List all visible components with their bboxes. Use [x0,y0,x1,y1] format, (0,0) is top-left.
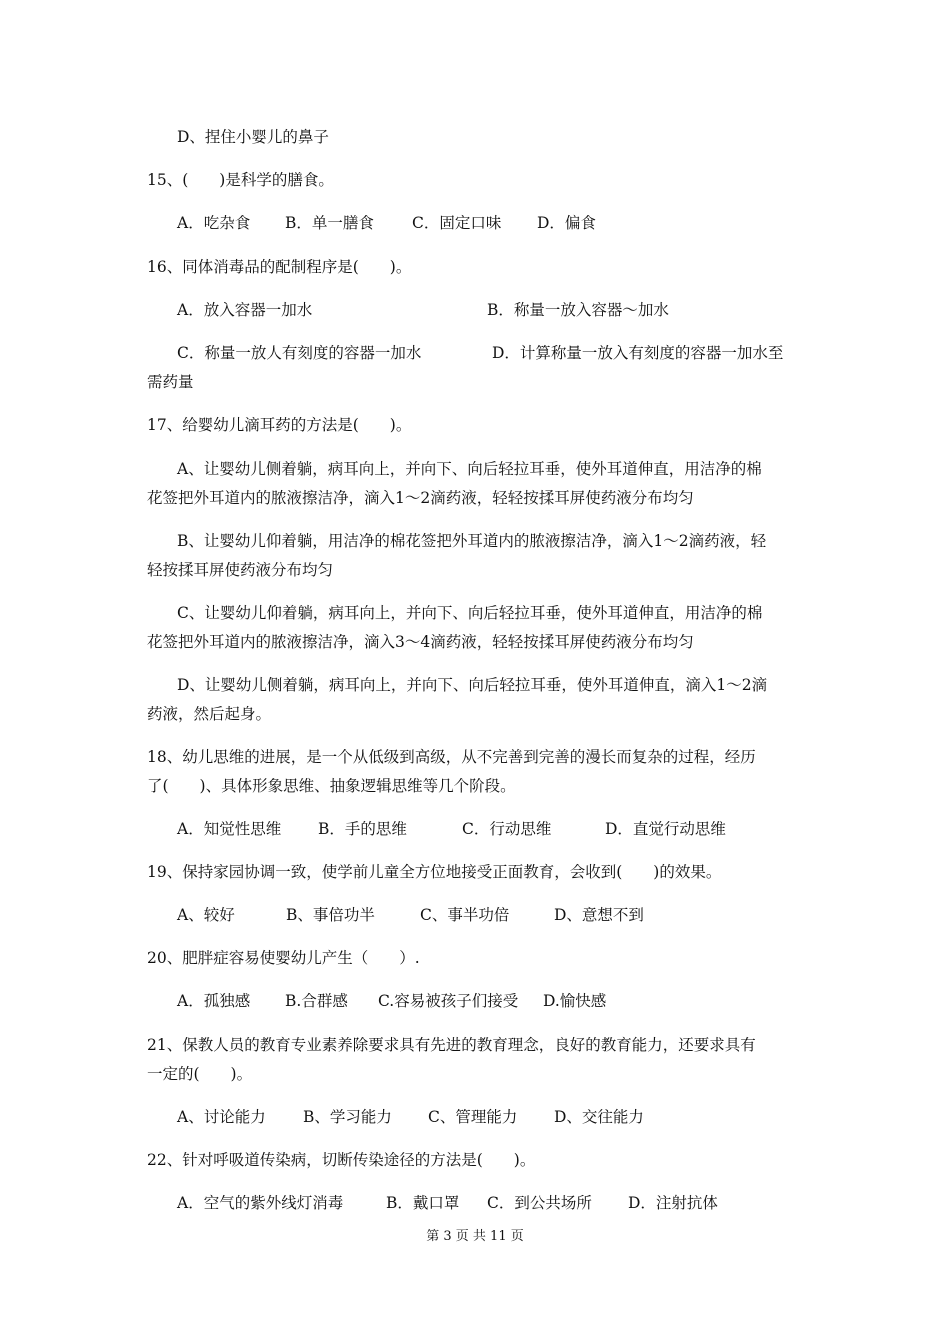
q16-option-b: B．称量一放入容器～加水 [487,301,669,319]
q16-option-c: C．称量一放人有刻度的容器一加水 [177,344,422,362]
q22-option-a: A．空气的紫外线灯消毒 [177,1194,344,1212]
q21-option-d: D、交往能力 [554,1108,644,1126]
q17-option-d: D、让婴幼儿侧着躺，病耳向上，并向下、向后轻拉耳垂，使外耳道伸直，滴入1～2滴 [177,676,768,694]
q18-option-b: B．手的思维 [318,820,407,838]
q15-stem: 15、( )是科学的膳食。 [147,171,334,189]
q16-option-a: A．放入容器一加水 [177,301,313,319]
q17-option-c-cont: 花签把外耳道内的脓液擦洁净，滴入3～4滴药液，轻轻按揉耳屏使药液分布均匀 [147,633,694,651]
q20-option-a: A．孤独感 [177,992,251,1010]
q17-option-b: B、让婴幼儿仰着躺，用洁净的棉花签把外耳道内的脓液擦洁净，滴入1～2滴药液，轻 [177,532,767,550]
q14-option-d: D、捏住小婴儿的鼻子 [177,128,329,146]
q15-option-b: B．单一膳食 [285,214,374,232]
q16-option-d-cont: 需药量 [147,373,194,391]
q17-option-b-cont: 轻按揉耳屏使药液分布均匀 [147,561,334,579]
q18-option-a: A．知觉性思维 [177,820,282,838]
q16-option-d: D．计算称量一放入有刻度的容器一加水至 [492,344,784,362]
q21-option-b: B、学习能力 [303,1108,392,1126]
q17-option-a: A、让婴幼儿侧着躺，病耳向上，并向下、向后轻拉耳垂，使外耳道伸直，用洁净的棉 [177,460,762,478]
q18-stem-cont: 了( )、具体形象思维、抽象逻辑思维等几个阶段。 [147,777,516,795]
q19-stem: 19、保持家园协调一致，使学前儿童全方位地接受正面教育，会收到( )的效果。 [147,863,722,881]
q18-option-d: D．直觉行动思维 [605,820,726,838]
q18-option-c: C．行动思维 [462,820,552,838]
q15-option-d: D．偏食 [537,214,596,232]
q20-option-d: D.愉快感 [543,992,607,1010]
q21-option-a: A、讨论能力 [177,1108,266,1126]
q21-stem: 21、保教人员的教育专业素养除要求具有先进的教育理念，良好的教育能力，还要求具有 [147,1036,756,1054]
q16-stem: 16、同体消毒品的配制程序是( )。 [147,258,412,276]
q15-option-a: A．吃杂食 [177,214,251,232]
q20-option-b: B.合群感 [285,992,348,1010]
q20-stem: 20、肥胖症容易使婴幼儿产生（ ）. [147,949,420,967]
q17-option-c: C、让婴幼儿仰着躺，病耳向上，并向下、向后轻拉耳垂，使外耳道伸直，用洁净的棉 [177,604,763,622]
q21-stem-cont: 一定的( )。 [147,1065,253,1083]
page-number: 第 3 页 共 11 页 [426,1229,524,1244]
q19-option-c: C、事半功倍 [420,906,510,924]
q15-option-c: C．固定口味 [412,214,502,232]
q17-stem: 17、给婴幼儿滴耳药的方法是( )。 [147,416,412,434]
q20-option-c: C.容易被孩子们接受 [378,992,519,1010]
q19-option-a: A、较好 [177,906,235,924]
q22-option-d: D．注射抗体 [628,1194,718,1212]
q21-option-c: C、管理能力 [428,1108,518,1126]
q22-option-b: B．戴口罩 [386,1194,460,1212]
q17-option-d-cont: 药液，然后起身。 [147,705,272,723]
q22-option-c: C．到公共场所 [487,1194,592,1212]
q17-option-a-cont: 花签把外耳道内的脓液擦洁净，滴入1～2滴药液，轻轻按揉耳屏使药液分布均匀 [147,489,694,507]
q18-stem: 18、幼儿思维的进展，是一个从低级到高级，从不完善到完善的漫长而复杂的过程，经历 [147,748,756,766]
q19-option-d: D、意想不到 [554,906,644,924]
q19-option-b: B、事倍功半 [286,906,375,924]
q22-stem: 22、针对呼吸道传染病，切断传染途径的方法是( )。 [147,1151,536,1169]
